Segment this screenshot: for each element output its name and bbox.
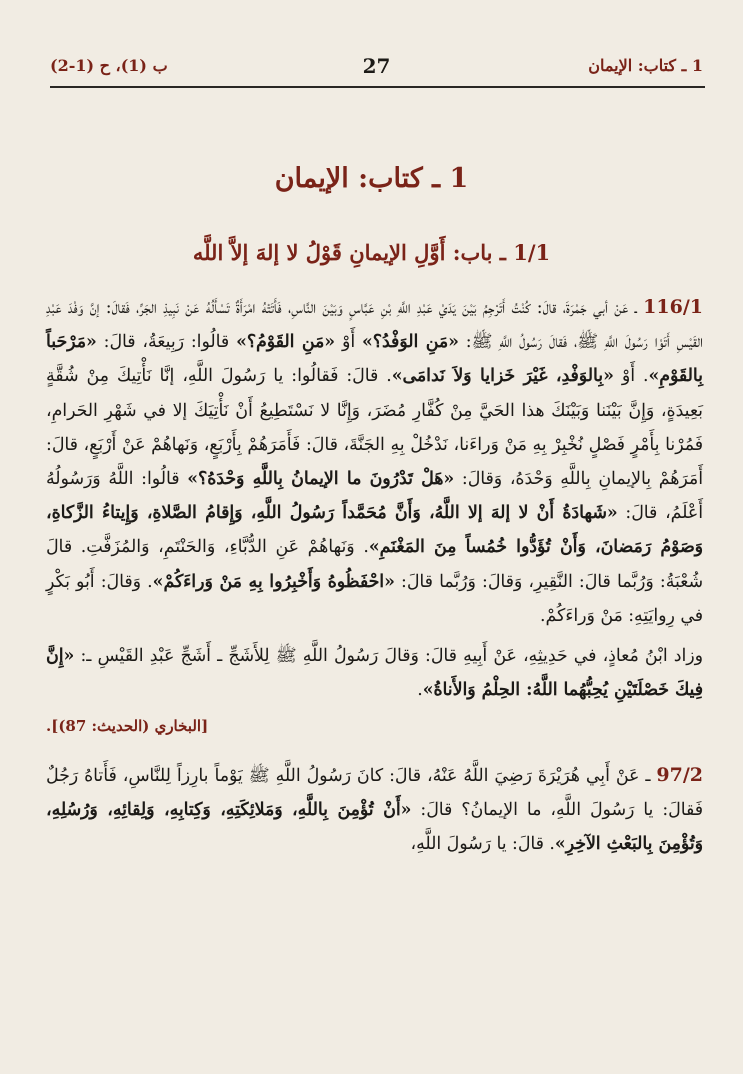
hadith-1-reference: [البخاري (الحديث: 87)]. — [46, 717, 209, 736]
hadith-text: . وَقالَ: أَبُو بَكْرٍ في رِوايَتِهِ: مَنْ وَراءَكُمْ. — [46, 571, 703, 626]
hadith-2-paragraph — [46, 758, 703, 862]
prophet-quote: «مَرْحَباً بِالقَوْمِ» — [46, 332, 703, 387]
prophet-quote: «إِنَّ فِيكَ خَصْلَتَيْنِ يُحِبُّهُما اللَّهُ: الحِلْمُ وَالأَناةُ» — [46, 646, 703, 701]
hadith-1-addition — [46, 639, 703, 707]
prophet-quote: «بِالوَفْدِ، غَيْرَ خَزايا وَلاَ نَدامَى» — [391, 366, 614, 387]
hadith-text: قالُوا: اللَّهُ وَرَسُولُهُ أَعْلَمُ، قالَ: — [46, 469, 703, 524]
hadith-text: . قالَ: فَقالُوا: يا رَسُولَ اللَّهِ، إنَّا نَأْتِيكَ مِنْ شُقَّةٍ بَعِيدَةٍ، وَإِنَّ بَيْنَنا وَبَيْنَكَ هذا الحَيَّ مِنْ كُفَّارِ مُضَرَ، وَإِنَّا لا نَسْتَطِيعُ أَنْ نَأْتِيَكَ إلا في شَهْرِ الحَرامِ، فَمُرْنا بِأَمْرٍ فَصْلٍ نُخْبِرْ بِهِ مَنْ وَراءَنا، نَدْخُلْ بِهِ الجَنَّةَ، قالَ: فَأَمَرَهُمْ بِأَرْبَعٍ، وَنَهاهُمْ عَنْ أَرْبَعٍ، قالَ: أَمَرَهُمْ بِالإيمانِ بِاللَّهِ وَحْدَهُ، وَقالَ: — [46, 366, 703, 490]
hadith-text: وزاد ابْنُ مُعاذٍ، في حَدِيثِهِ، عَنْ أَبِيهِ قالَ: وَقالَ رَسُولُ اللَّهِ ﷺ لِلأَشَجِّ ـ أَشَجِّ عَبْدِ القَيْسِ ـ: — [74, 646, 703, 667]
page-number: 27 — [362, 54, 391, 78]
header-rule — [50, 86, 705, 88]
prophet-quote: «شَهادَةُ أَنْ لا إلهَ إلا اللَّهُ، وَأَنَّ مُحَمَّداً رَسُولُ اللَّهِ، وَإِقامُ الصَّلاةِ، وَإِيتاءُ الزَّكاةِ، وَصَوْمُ رَمَضانَ، وَأَنْ تُؤَدُّوا خُمُساً مِنَ المَغْنَمِ» — [46, 503, 703, 558]
hadith-text: ـ عَنْ أَبِي هُرَيْرَةَ رَضِيَ اللَّهُ عَنْهُ، قالَ: كانَ رَسُولُ اللَّهِ ﷺ يَوْماً بارِزاً لِلنَّاسِ، فَأَتاهُ رَجُلٌ فَقالَ: يا رَسُولَ اللَّهِ، ما الإيمانُ؟ قالَ: — [46, 765, 703, 820]
running-header — [50, 54, 703, 86]
prophet-quote: «هَلْ تَدْرُونَ ما الإيمانُ بِاللَّهِ وَحْدَهُ؟» — [187, 469, 455, 490]
hadith-1-paragraph — [46, 290, 703, 633]
hadith-text: . — [417, 680, 423, 701]
prophet-quote: «مَنِ القَوْمُ؟» — [236, 332, 336, 353]
body-text — [46, 290, 703, 861]
prophet-quote: «أَنْ تُؤْمِنَ بِاللَّهِ، وَمَلائِكَتِهِ، وَكِتابِهِ، وَلِقائِهِ، وَرُسُلِهِ، وَتُؤْمِنَ بِالبَعْثِ الآخِرِ» — [46, 799, 703, 855]
prophet-quote: «مَنِ الوَفْدُ؟» — [362, 332, 459, 353]
header-section-ref: ب (1)، ح (1-2) — [50, 56, 168, 75]
hadith-number: 97/2 — [656, 763, 703, 786]
hadith-text: ـ عَنْ أبي جَمْرَةَ، قالَ: كُنْتُ أَتَرْجِمُ بَيْنَ يَدَيْ عَبْدِ اللَّهِ بْنِ عَبَّاسٍ وَبَيْنَ النَّاسِ، فَأَتَتْهُ امْرَأَةٌ تَسْأَلُهُ عَنْ نَبِيذِ الجَرِّ، فَقالَ: إنَّ وَفْدَ عَبْدِ القَيْسِ أَتَوْا رَسُولَ اللَّهِ ﷺ، فَقالَ رَسُولُ اللَّهِ ﷺ: — [46, 298, 703, 353]
header-chapter-ref: 1 ـ كتاب: الإيمان — [588, 56, 703, 75]
prophet-quote: «احْفَظُوهُ وَأَخْبِرُوا بِهِ مَنْ وَراءَكُمْ» — [152, 571, 395, 592]
hadith-text: . قالَ: يا رَسُولَ اللَّهِ، — [410, 834, 555, 855]
hadith-number: 116/1 — [643, 296, 703, 318]
hadith-text: أَوْ — [335, 332, 362, 353]
book-title: 1 ـ كتاب: الإيمان — [274, 163, 469, 194]
hadith-text: قالُوا: رَبِيعَةُ، قالَ: — [96, 332, 237, 353]
hadith-text: . أَوْ — [613, 366, 649, 387]
chapter-title: 1/1 ـ باب: أَوَّلِ الإيمانِ قَوْلُ لا إلهَ إلاَّ اللَّه — [192, 240, 551, 265]
hadith-text: . وَنَهاهُمْ عَنِ الدُّبَّاءِ، وَالحَنْتَمِ، وَالمُزَفَّتِ. قالَ شُعْبَةُ: وَرُبَّما قالَ: النَّقِيرِ، وَقالَ: وَرُبَّما قالَ: — [46, 537, 704, 592]
